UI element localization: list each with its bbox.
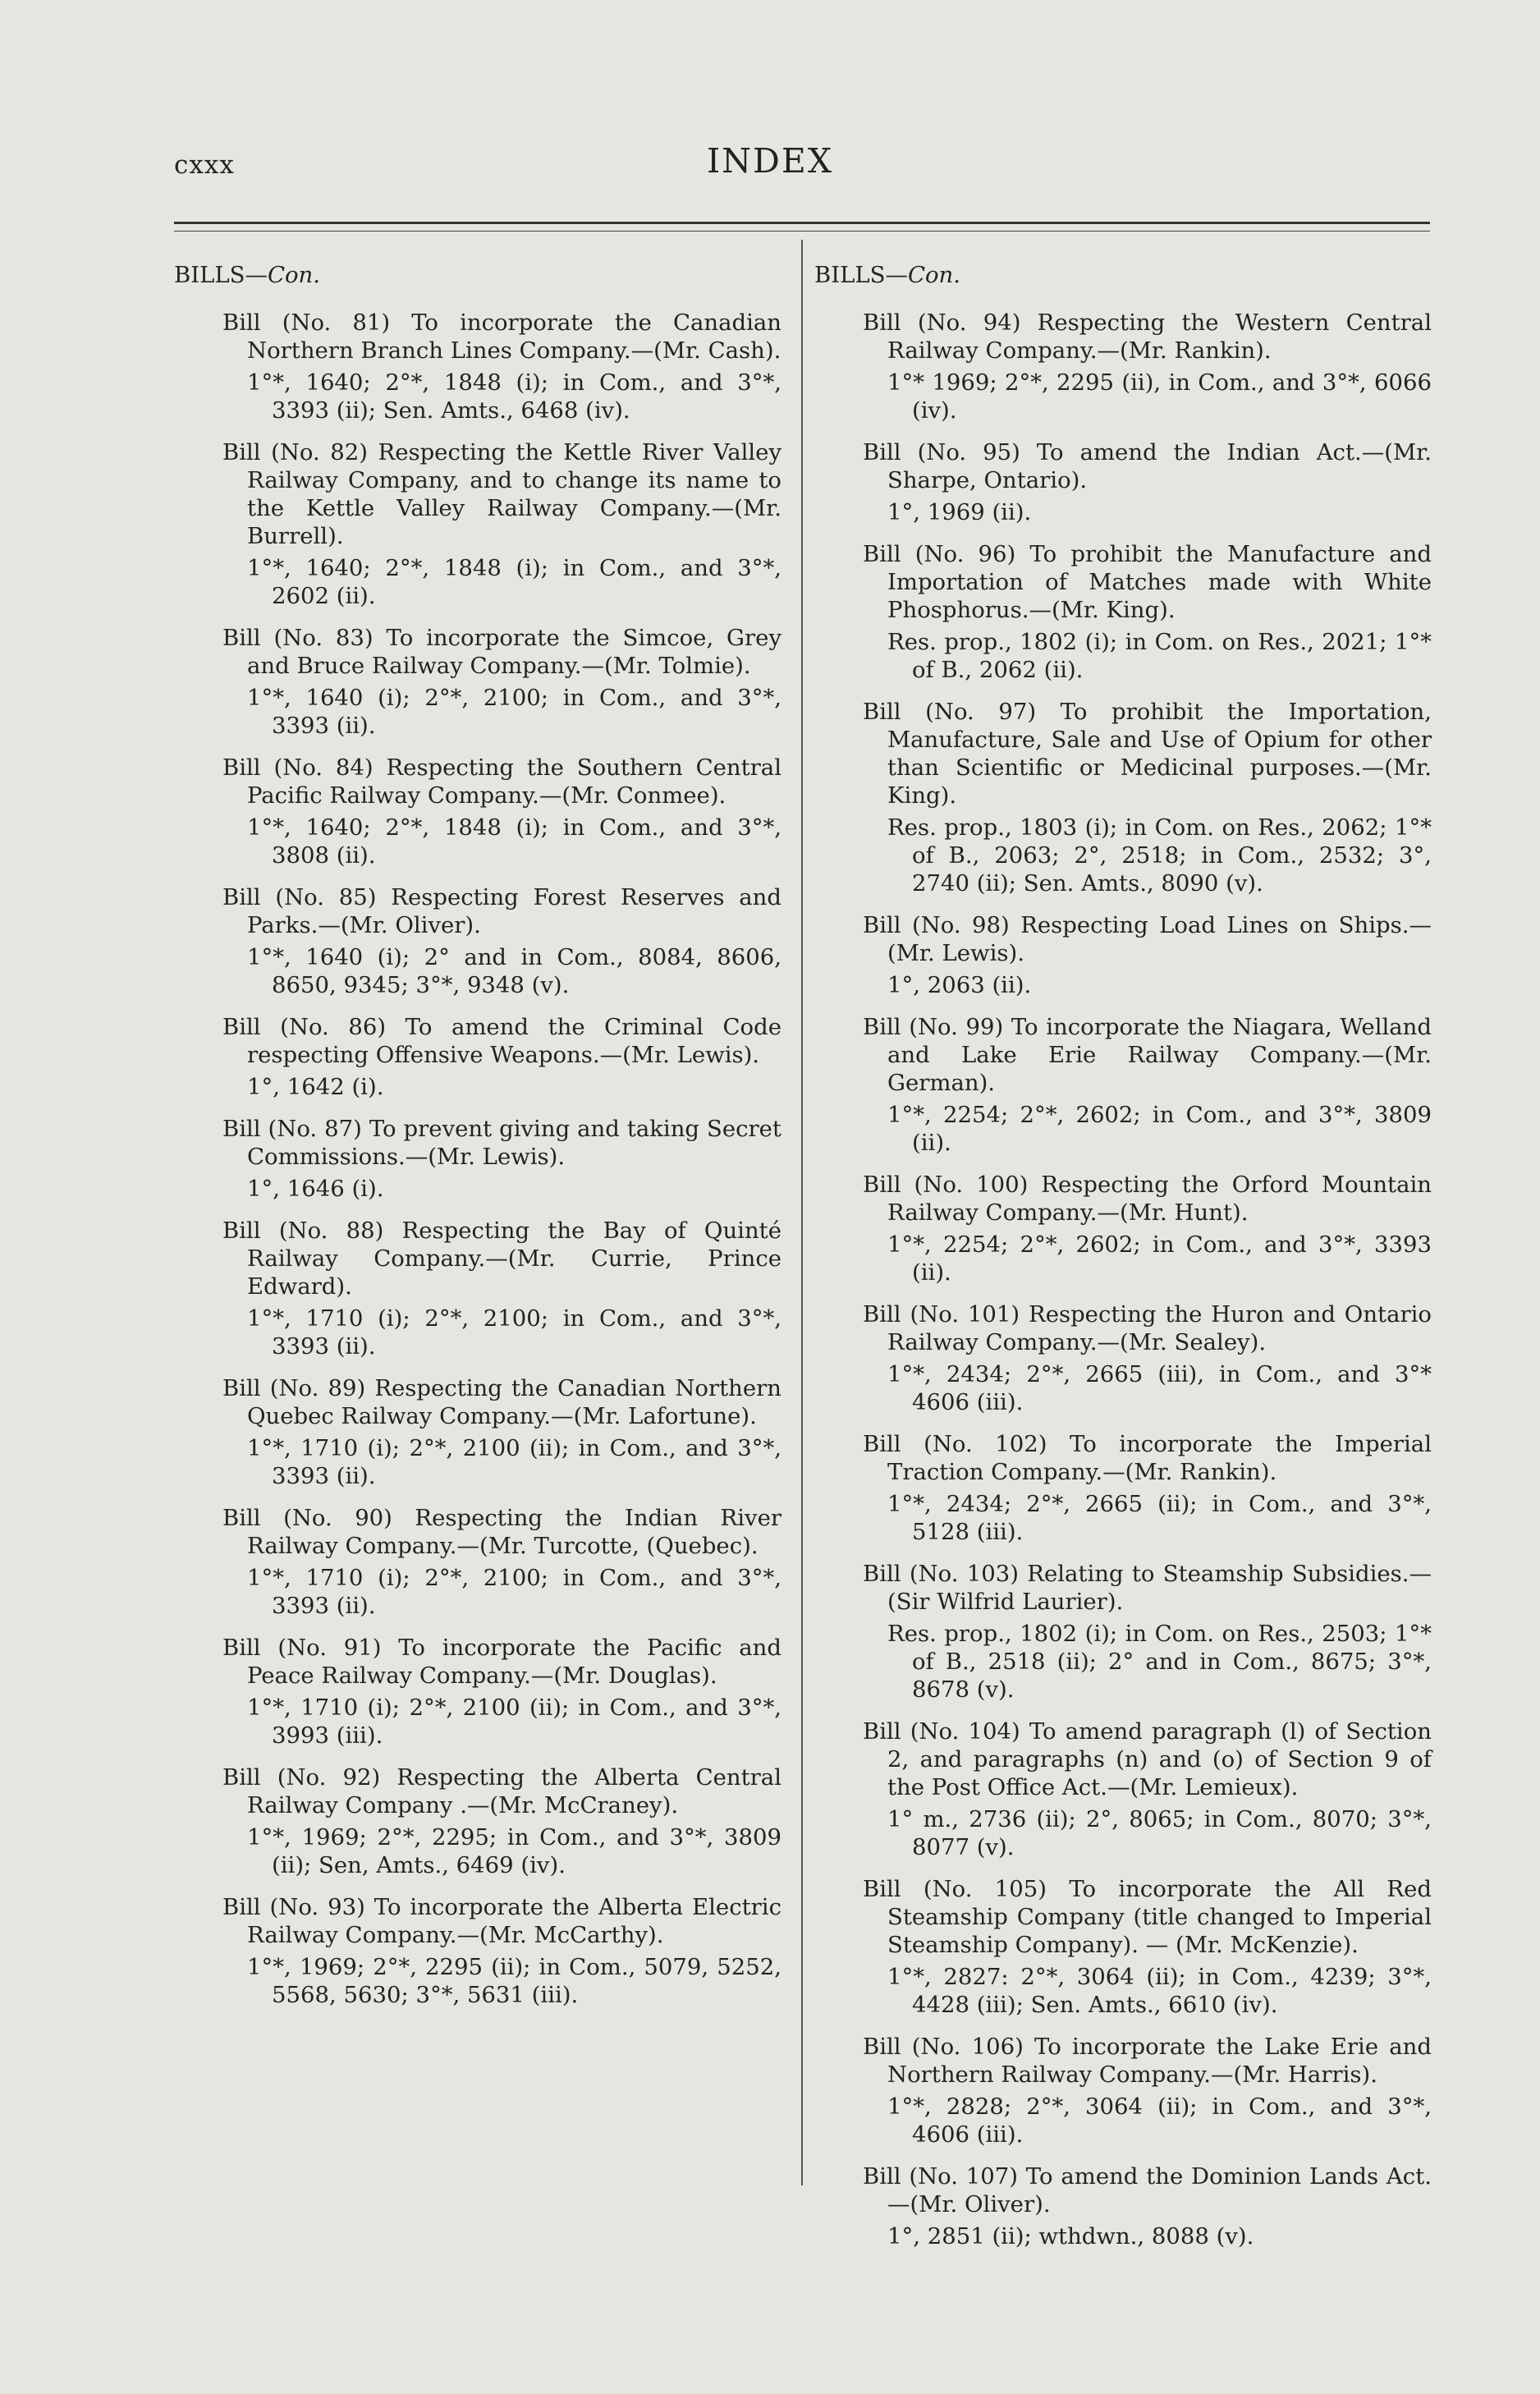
bill-title: Bill (No. 102) To incorporate the Imperial Traction Company.—(Mr. Rankin). xyxy=(863,1431,1432,1485)
bill-references: Res. prop., 1802 (i); in Com. on Res., 2503; 1°* of B., 2518 (ii); 2° and in Com., 8675; 3°*, 8678 (v). xyxy=(887,1621,1432,1703)
bill-entry xyxy=(814,1718,1432,1861)
bill-title: Bill (No. 97) To prohibit the Importation, Manufacture, Sale and Use of Opium for other than Scientific or Medicinal purposes.—(Mr. King). xyxy=(863,699,1432,809)
bill-title: Bill (No. 92) Respecting the Alberta Central Railway Company .—(Mr. McCraney). xyxy=(222,1764,781,1818)
bill-entry xyxy=(814,540,1432,684)
bill-title: Bill (No. 84) Respecting the Southern Central Pacific Railway Company.—(Mr. Conmee). xyxy=(222,754,781,809)
bill-entry xyxy=(814,438,1432,526)
header-rule-thin xyxy=(174,231,1430,232)
bill-title: Bill (No. 81) To incorporate the Canadian Northern Branch Lines Company.—(Mr. Cash). xyxy=(222,310,781,364)
bill-references: 1° m., 2736 (ii); 2°, 8065; in Com., 8070; 3°*, 8077 (v). xyxy=(887,1806,1432,1860)
bill-title: Bill (No. 107) To amend the Dominion Lands Act.—(Mr. Oliver). xyxy=(863,2163,1432,2217)
bill-entry xyxy=(174,1374,781,1490)
bill-entry xyxy=(814,1560,1432,1704)
bill-title: Bill (No. 101) Respecting the Huron and Ontario Railway Company.—(Mr. Sealey). xyxy=(863,1301,1432,1355)
bill-title: Bill (No. 98) Respecting Load Lines on Ships.—(Mr. Lewis). xyxy=(863,912,1432,966)
bill-references: 1°* 1969; 2°*, 2295 (ii), in Com., and 3°*, 6066 (iv). xyxy=(887,369,1432,424)
page-number: cxxx xyxy=(174,150,235,180)
bill-title: Bill (No. 82) Respecting the Kettle River Valley Railway Company, and to change its name to the Kettle Valley Railway Company.—(Mr. Burrell). xyxy=(222,439,781,549)
bill-entry xyxy=(174,1763,781,1879)
bill-entry xyxy=(174,624,781,740)
bill-entry xyxy=(814,2162,1432,2250)
bill-title: Bill (No. 91) To incorporate the Pacific and Peace Railway Company.—(Mr. Douglas). xyxy=(222,1635,781,1689)
bill-references: 1°*, 1640; 2°*, 1848 (i); in Com., and 3°*, 3808 (ii). xyxy=(247,814,781,869)
bill-title: Bill (No. 96) To prohibit the Manufacture and Importation of Matches made with White Phosphorus.—(Mr. King). xyxy=(863,541,1432,623)
bill-title: Bill (No. 105) To incorporate the All Red Steamship Company (title changed to Imperial Steamship Company). — (Mr. McKenzie). xyxy=(863,1876,1432,1958)
bill-references: 1°*, 1969; 2°*, 2295; in Com., and 3°*, 3809 (ii); Sen, Amts., 6469 (iv). xyxy=(247,1824,781,1878)
bill-references: 1°*, 2254; 2°*, 2602; in Com., and 3°*, 3393 (ii). xyxy=(887,1231,1432,1286)
bill-entry xyxy=(174,1217,781,1360)
section-heading-cont: Con. xyxy=(907,262,960,288)
bill-title: Bill (No. 89) Respecting the Canadian Northern Quebec Railway Company.—(Mr. Lafortune). xyxy=(222,1375,781,1429)
bill-entry xyxy=(814,309,1432,424)
bill-title: Bill (No. 106) To incorporate the Lake Erie and Northern Railway Company.—(Mr. Harris). xyxy=(863,2034,1432,2088)
bill-references: 1°, 1646 (i). xyxy=(247,1176,384,1202)
bill-references: 1°*, 1710 (i); 2°*, 2100; in Com., and 3°*, 3393 (ii). xyxy=(247,1305,781,1360)
bill-references: 1°, 2851 (ii); wthdwn., 8088 (v). xyxy=(887,2223,1254,2250)
bill-title: Bill (No. 104) To amend paragraph (l) of Section 2, and paragraphs (n) and (o) of Section 9 of the Post Office Act.—(Mr. Lemieux). xyxy=(863,1718,1432,1800)
bill-entry xyxy=(814,1013,1432,1157)
bill-entry xyxy=(174,1013,781,1101)
bill-references: 1°*, 1640; 2°*, 1848 (i); in Com., and 3°*, 2602 (ii). xyxy=(247,555,781,609)
bill-entry xyxy=(174,754,781,869)
bill-entry xyxy=(174,1893,781,2009)
bill-title: Bill (No. 83) To incorporate the Simcoe, Grey and Bruce Railway Company.—(Mr. Tolmie). xyxy=(222,625,781,679)
bill-references: Res. prop., 1802 (i); in Com. on Res., 2021; 1°* of B., 2062 (ii). xyxy=(887,629,1432,683)
bill-entry xyxy=(174,1634,781,1750)
bill-title: Bill (No. 93) To incorporate the Alberta Electric Railway Company.—(Mr. McCarthy). xyxy=(222,1894,781,1948)
right-entry-list xyxy=(814,309,1432,2250)
bill-title: Bill (No. 100) Respecting the Orford Mountain Railway Company.—(Mr. Hunt). xyxy=(863,1172,1432,1226)
page-title: INDEX xyxy=(706,141,834,181)
section-heading-cont: Con. xyxy=(267,262,320,288)
bill-references: 1°*, 1640; 2°*, 1848 (i); in Com., and 3°*, 3393 (ii); Sen. Amts., 6468 (iv). xyxy=(247,369,781,424)
bill-entry xyxy=(814,698,1432,897)
bill-entry xyxy=(814,1430,1432,1546)
bill-references: 1°, 1969 (ii). xyxy=(887,499,1032,525)
bill-title: Bill (No. 85) Respecting Forest Reserves and Parks.—(Mr. Oliver). xyxy=(222,884,781,938)
bill-entry xyxy=(174,1504,781,1620)
bill-title: Bill (No. 95) To amend the Indian Act.—(Mr. Sharpe, Ontario). xyxy=(863,439,1432,493)
bill-references: 1°*, 1710 (i); 2°*, 2100 (ii); in Com., and 3°*, 3993 (iii). xyxy=(247,1695,781,1749)
bill-references: 1°*, 1710 (i); 2°*, 2100; in Com., and 3°*, 3393 (ii). xyxy=(247,1565,781,1619)
bill-references: 1°*, 2434; 2°*, 2665 (ii); in Com., and 3°*, 5128 (iii). xyxy=(887,1491,1432,1545)
bill-entry xyxy=(814,2033,1432,2149)
bill-title: Bill (No. 87) To prevent giving and taking Secret Commissions.—(Mr. Lewis). xyxy=(222,1116,781,1170)
bill-references: 1°*, 2828; 2°*, 3064 (ii); in Com., and 3°*, 4606 (iii). xyxy=(887,2094,1432,2148)
bill-title: Bill (No. 86) To amend the Criminal Code respecting Offensive Weapons.—(Mr. Lewis). xyxy=(222,1014,781,1068)
section-heading-main: BILLS xyxy=(814,262,886,288)
bill-references: Res. prop., 1803 (i); in Com. on Res., 2062; 1°* of B., 2063; 2°, 2518; in Com., 2532; 3°, 2740 (ii); Sen. Amts., 8090 (v). xyxy=(887,814,1432,897)
section-heading: BILLS—Con. xyxy=(174,262,320,288)
column-divider xyxy=(801,240,803,2185)
bill-references: 1°*, 1710 (i); 2°*, 2100 (ii); in Com., and 3°*, 3393 (ii). xyxy=(247,1435,781,1489)
bill-title: Bill (No. 94) Respecting the Western Central Railway Company.—(Mr. Rankin). xyxy=(863,310,1432,364)
bill-entry xyxy=(174,1115,781,1203)
bill-references: 1°, 1642 (i). xyxy=(247,1074,384,1100)
bill-title: Bill (No. 90) Respecting the Indian River Railway Company.—(Mr. Turcotte, (Quebec). xyxy=(222,1505,781,1559)
bill-entry xyxy=(174,883,781,999)
section-heading: BILLS—Con. xyxy=(814,262,960,288)
header-rule xyxy=(174,222,1430,224)
bill-title: Bill (No. 88) Respecting the Bay of Quinté Railway Company.—(Mr. Currie, Prince Edward). xyxy=(222,1218,781,1300)
bill-title: Bill (No. 99) To incorporate the Niagara, Welland and Lake Erie Railway Company.—(Mr. German). xyxy=(863,1014,1432,1096)
bill-entry xyxy=(814,1300,1432,1416)
bill-references: 1°*, 1640 (i); 2°*, 2100; in Com., and 3°*, 3393 (ii). xyxy=(247,685,781,739)
right-column xyxy=(814,261,1432,2264)
bill-entry xyxy=(814,1171,1432,1286)
section-heading-main: BILLS xyxy=(174,262,245,288)
bill-entry xyxy=(814,1875,1432,2019)
bill-references: 1°*, 2254; 2°*, 2602; in Com., and 3°*, 3809 (ii). xyxy=(887,1102,1432,1156)
bill-references: 1°*, 2434; 2°*, 2665 (iii), in Com., and 3°* 4606 (iii). xyxy=(887,1361,1432,1415)
bill-title: Bill (No. 103) Relating to Steamship Subsidies.—(Sir Wilfrid Laurier). xyxy=(863,1561,1432,1615)
bill-entry xyxy=(814,911,1432,999)
bill-references: 1°, 2063 (ii). xyxy=(887,972,1032,998)
left-entry-list xyxy=(174,309,781,2009)
left-column xyxy=(174,261,781,2023)
bill-references: 1°*, 1969; 2°*, 2295 (ii); in Com., 5079, 5252, 5568, 5630; 3°*, 5631 (iii). xyxy=(247,1954,781,2008)
bill-entry xyxy=(174,309,781,424)
bill-entry xyxy=(174,438,781,610)
bill-references: 1°*, 2827: 2°*, 3064 (ii); in Com., 4239; 3°*, 4428 (iii); Sen. Amts., 6610 (iv). xyxy=(887,1964,1432,2018)
bill-references: 1°*, 1640 (i); 2° and in Com., 8084, 8606, 8650, 9345; 3°*, 9348 (v). xyxy=(247,944,781,998)
